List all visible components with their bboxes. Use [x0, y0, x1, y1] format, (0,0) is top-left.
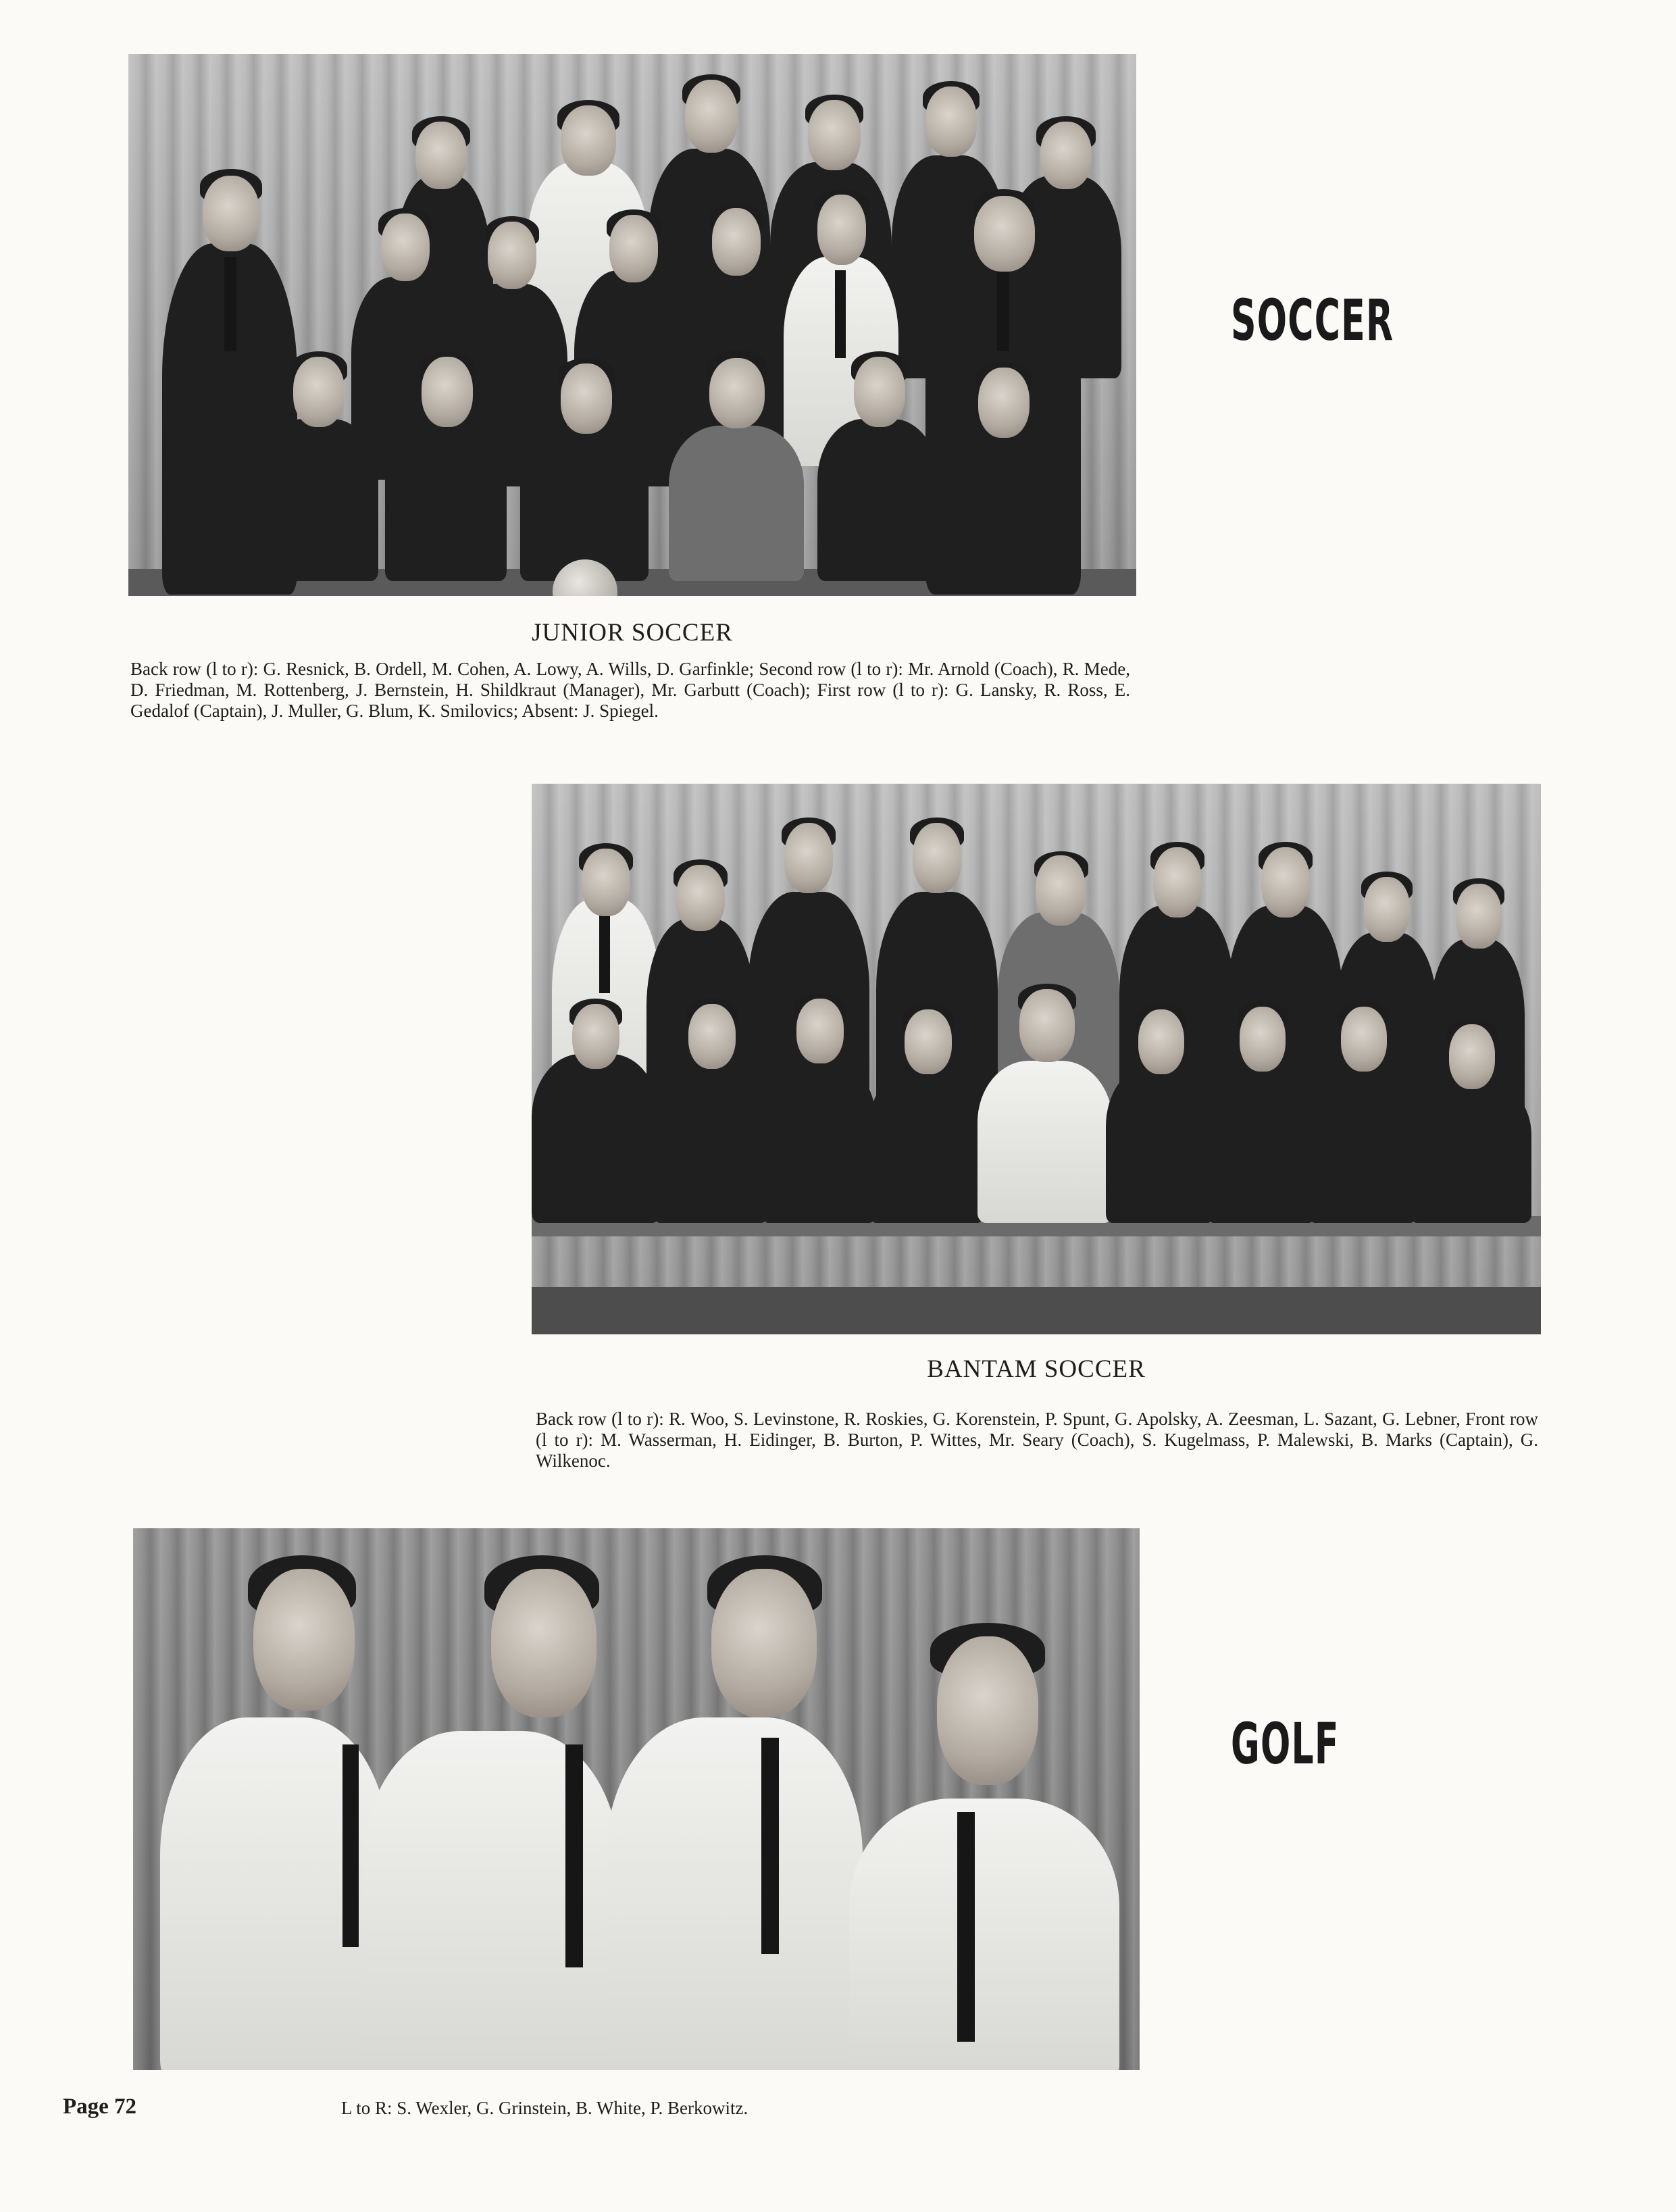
junior-soccer-photo [128, 54, 1136, 596]
bantam-soccer-caption: Back row (l to r): R. Woo, S. Levinstone, R. Roskies, G. Korenstein, P. Spunt, G. Apolsky, A. Zeesman, L. Sazant, G. Lebner, Front row (l to r): M. Wasserman, H. Eidinger, B. Burton, P. Wittes, Mr. Seary (Coach), S. Kugelmass, P. Malewski, B. Marks (Captain), G. Wilkenoc. [536, 1409, 1538, 1471]
page-number: Page 72 [63, 2094, 137, 2119]
golf-caption: L to R: S. Wexler, G. Grinstein, B. White, P. Berkowitz. [341, 2098, 748, 2118]
golf-heading: GOLF [1231, 1711, 1340, 1777]
soccer-heading: SOCCER [1231, 287, 1394, 353]
junior-soccer-caption: Back row (l to r): G. Resnick, B. Ordell, M. Cohen, A. Lowy, A. Wills, D. Garfinkle; Second row (l to r): Mr. Arnold (Coach), R. Mede, D. Friedman, M. Rottenberg, J. Bernstein, H. Shildkraut (Manager), Mr. Garbutt (Coach); First row (l to r): G. Lansky, R. Ross, E. Gedalof (Captain), J. Muller, G. Blum, K. Smilovics; Absent: J. Spiegel. [130, 659, 1130, 721]
bantam-soccer-photo [532, 784, 1541, 1334]
bantam-soccer-title: BANTAM SOCCER [927, 1355, 1146, 1383]
junior-soccer-title: JUNIOR SOCCER [532, 619, 733, 647]
golf-photo [133, 1528, 1140, 2070]
